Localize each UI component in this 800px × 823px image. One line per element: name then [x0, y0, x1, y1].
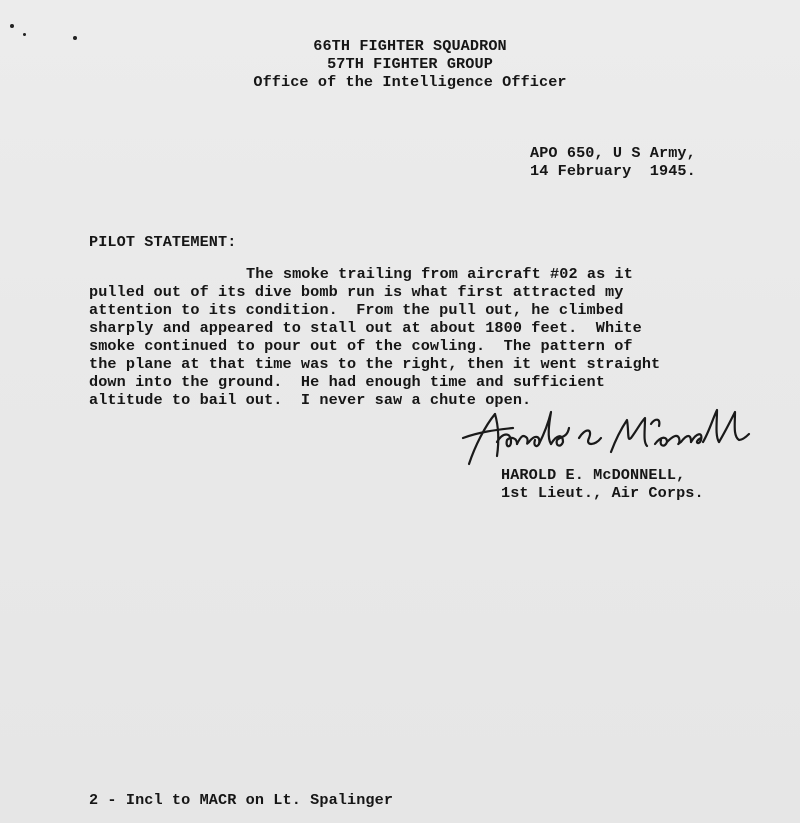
statement-line: The smoke trailing from aircraft #02 as it	[246, 265, 633, 283]
signatory-rank: 1st Lieut., Air Corps.	[501, 484, 704, 502]
paper-speck	[23, 33, 26, 36]
statement-line: altitude to bail out. I never saw a chute open.	[89, 391, 532, 409]
letterhead-squadron: 66TH FIGHTER SQUADRON	[313, 37, 507, 55]
statement-line: sharply and appeared to stall out at about 1800 feet. White	[89, 319, 642, 337]
statement-line: down into the ground. He had enough time and sufficient	[89, 373, 605, 391]
statement-line: attention to its condition. From the pull out, he climbed	[89, 301, 624, 319]
statement-heading: PILOT STATEMENT:	[89, 233, 237, 251]
enclosure-note: 2 - Incl to MACR on Lt. Spalinger	[89, 791, 394, 809]
letterhead-office: Office of the Intelligence Officer	[253, 73, 567, 91]
letterhead-group: 57TH FIGHTER GROUP	[327, 55, 493, 73]
statement-line: pulled out of its dive bomb run is what first attracted my	[89, 283, 624, 301]
paper-speck	[10, 24, 14, 28]
handwritten-signature	[455, 408, 755, 470]
dateline-location: APO 650, U S Army,	[530, 144, 696, 162]
statement-line: smoke continued to pour out of the cowling. The pattern of	[89, 337, 633, 355]
dateline-date: 14 February 1945.	[530, 162, 696, 180]
signatory-name: HAROLD E. McDONNELL,	[501, 466, 686, 484]
statement-line: the plane at that time was to the right, then it went straight	[89, 355, 661, 373]
